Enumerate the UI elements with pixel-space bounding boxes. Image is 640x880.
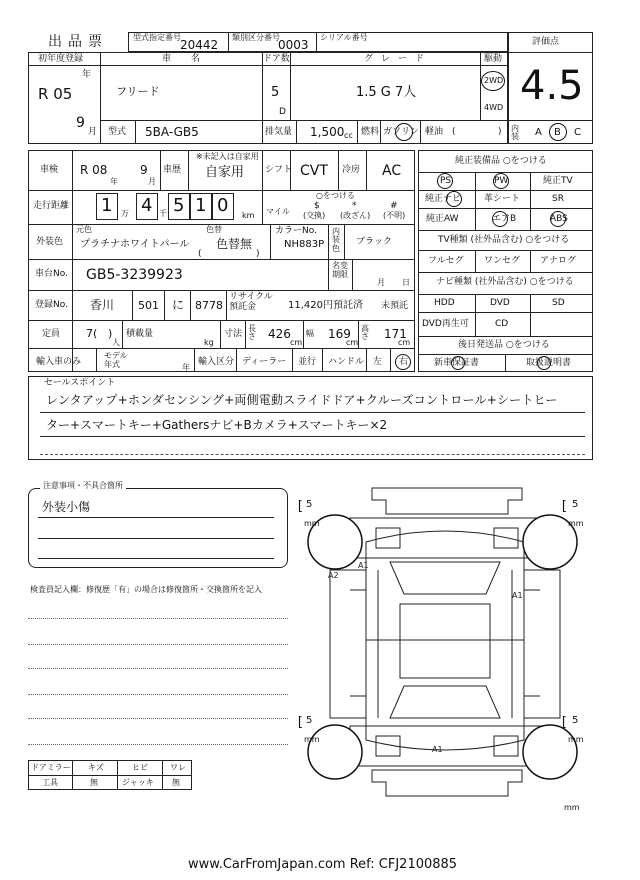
first-registration-label: 初年度登録 (38, 54, 84, 64)
legend-tools: 工具 (42, 778, 58, 787)
doors-value: 5 (271, 85, 280, 100)
tv-oneseg: ワンセグ (484, 256, 521, 266)
sales-point-line-2: ター+スマートキー+Gathersナビ+Bカメラ+スマートキー×2 (46, 418, 388, 432)
color-change-label: 色替 (206, 225, 222, 234)
chassis-number: GB5-3239923 (86, 267, 183, 283)
doors-label: ドア数 (263, 54, 290, 64)
ac-label: 冷房 (342, 165, 361, 175)
category-number: 0003 (278, 38, 309, 52)
width-value: 169 (328, 327, 351, 341)
later-warranty-circle (451, 356, 465, 370)
recycle-status: 未預託 (381, 301, 409, 311)
shaken-month-unit: 月 (148, 177, 156, 186)
name-change-month: 月 (377, 278, 385, 287)
diagram-mark-a1-rear: A1 (432, 745, 443, 754)
interior-option-a: A (535, 127, 542, 138)
notes-text: 外装小傷 (42, 500, 91, 514)
legend-header-break: ワレ (170, 763, 186, 772)
drive-4wd: 4WD (484, 103, 504, 112)
tread-rear-right: 5 (572, 715, 579, 726)
ac-value: AC (382, 163, 402, 179)
height-label: 高さ (361, 324, 369, 342)
handle-label: ハンドル (328, 357, 365, 367)
recycle-label: リサイクル預託金 (229, 292, 273, 312)
color-change-paren-close: ) (256, 249, 260, 259)
history-note: ※未記入は自家用 (196, 152, 259, 161)
mileage-digit-2: 4 (141, 195, 153, 216)
tread-front-right-unit: mm (568, 519, 584, 528)
fuel-label: 燃料 (361, 127, 380, 137)
diagram-mark-a1-side: A1 (512, 591, 523, 600)
handle-left: 左 (373, 357, 383, 367)
tread-spare-unit: mm (564, 803, 580, 812)
registration-label: 登録No. (35, 300, 68, 310)
history-value: 自家用 (205, 165, 245, 180)
width-label: 幅 (306, 329, 314, 338)
car-diagram (290, 470, 600, 810)
exterior-color-label: 外装色 (36, 237, 64, 247)
equip-ps-circle (437, 173, 453, 189)
sales-point-label: セールスポイント (44, 378, 116, 388)
legend-jack: ジャッキ (122, 778, 154, 787)
fuel-other-open: ( (452, 127, 456, 137)
interior-option-c: C (574, 127, 581, 138)
equip-pw: PW (494, 176, 509, 186)
interior-color-value: ブラック (356, 237, 392, 247)
displacement-value: 1,500 (310, 125, 345, 139)
legend-header-scratch: キズ (88, 763, 104, 772)
rating-label: 評価点 (532, 37, 560, 47)
equip-airbag: エアB (492, 214, 517, 224)
model-label: 型式 (108, 127, 127, 137)
tread-front-left: 5 (306, 499, 313, 510)
tread-front-left-open: [ (296, 499, 304, 514)
capacity-label: 定員 (42, 329, 61, 339)
footer-reference: www.CarFromJapan.com Ref: CFJ2100885 (188, 857, 458, 872)
later-manual: 取扱説明書 (526, 358, 572, 368)
notes-label: 注意事項・不具合箇所 (40, 482, 126, 490)
shaken-label: 車検 (40, 165, 59, 175)
tread-front-left-unit: mm (304, 519, 320, 528)
tread-rear-left-open: [ (296, 715, 304, 730)
rating-score: 4.5 (520, 63, 584, 109)
shift-label: シフト (265, 165, 293, 175)
tv-fullseg: フルセグ (428, 256, 464, 266)
diagram-mark-a2: A2 (328, 571, 339, 580)
first-registration-month-unit: 月 (88, 127, 98, 137)
width-unit: cm (346, 338, 359, 347)
tread-rear-right-open: [ (560, 715, 568, 730)
mileage-option-exchange-sym: $ (314, 201, 320, 211)
navi-hdd: HDD (434, 298, 455, 308)
height-value: 171 (384, 327, 407, 341)
load-unit: kg (204, 338, 214, 347)
inspector-label: 検査員記入欄：修復歴「有」の場合は修復箇所・交換箇所を記入 (30, 585, 262, 594)
equip-pw-circle (493, 173, 509, 189)
doors-suffix: D (279, 107, 286, 117)
size-label: 寸法 (224, 329, 243, 339)
color-change-value: 色替無 (216, 237, 253, 251)
first-registration-month: 9 (76, 115, 85, 131)
displacement-unit: cc (344, 131, 353, 140)
first-registration-year-unit: 年 (82, 70, 92, 80)
car-name: フリード (116, 85, 160, 98)
interior-rating-label: 内装 (511, 124, 519, 141)
tv-analog: アナログ (540, 256, 577, 266)
height-unit: cm (398, 338, 411, 347)
drive-selected-circle (481, 71, 505, 91)
model-value: 5BA-GB5 (145, 125, 199, 139)
name-change-label: 名変期限 (332, 261, 348, 279)
displacement-label: 排気量 (265, 127, 293, 137)
mileage-unit: km (242, 211, 255, 220)
later-warranty: 新車保証書 (434, 358, 480, 368)
shift-value: CVT (300, 163, 328, 179)
equip-ps: PS (440, 176, 452, 186)
car-name-label: 車名 (162, 54, 221, 64)
registration-class: 501 (138, 299, 159, 312)
navi-cd: CD (495, 319, 509, 329)
mileage-digit-4: 1 (195, 195, 207, 216)
mileage-sen-unit: 千 (159, 209, 167, 218)
navi-type-title: ナビ種類 (社外品含む) ○をつける (436, 277, 574, 287)
equipment-title: 純正装備品 ○をつける (455, 156, 547, 166)
original-color-label: 元色 (76, 225, 92, 234)
legend-tools-value: 無 (90, 778, 98, 787)
import-class-label: 輸入区分 (198, 357, 235, 367)
legend-header-crack: ヒビ (132, 763, 148, 772)
length-label: 長さ (248, 324, 256, 342)
mileage-label: 走行距離 (33, 201, 70, 211)
type-approval-number: 20442 (180, 38, 219, 52)
type-approval-label: 型式指定番号 (133, 33, 181, 42)
interior-option-b: B (554, 127, 561, 138)
mileage-man-unit: 万 (121, 209, 129, 218)
chassis-label: 車台No. (35, 269, 68, 279)
equip-leather: 革シート (484, 194, 521, 204)
equip-sr: SR (552, 194, 564, 204)
equip-navi: 純正ナビ (425, 194, 462, 204)
length-value: 426 (268, 327, 291, 341)
shaken-year: R 08 (80, 163, 108, 177)
import-dealer: ディーラー (242, 357, 287, 367)
later-items-title: 後日発送品 ○をつける (458, 340, 550, 350)
tread-front-right: 5 (572, 499, 579, 510)
mileage-option-tamper-sym: * (352, 201, 357, 211)
tv-type-title: TV種類 (社外品含む) ○をつける (438, 235, 570, 245)
sales-point-line-1: レンタアップ+ホンダセンシング+両側電動スライドドア+クルーズコントロール+シートヒー (46, 393, 558, 407)
registration-area: 香川 (90, 298, 115, 312)
page-title: 出品票 (48, 34, 108, 50)
mileage-option-unknown: (不明) (383, 211, 406, 220)
tread-rear-right-unit: mm (568, 735, 584, 744)
color-number-value: NH883P (284, 239, 325, 250)
shaken-year-unit: 年 (110, 177, 118, 186)
tread-rear-left-unit: mm (304, 735, 320, 744)
fuel-diesel: 軽油 (425, 127, 444, 137)
legend-header-mirror: ドアミラー (31, 763, 71, 772)
mileage-option-tamper: (改ざん) (340, 211, 371, 220)
equip-navi-circle (446, 191, 462, 207)
navi-dvd-play: DVD再生可 (422, 319, 469, 329)
equip-tv: 純正TV (543, 176, 573, 186)
first-registration-year: R 05 (38, 85, 73, 103)
length-unit: cm (290, 338, 303, 347)
model-year-unit: 年 (182, 363, 190, 372)
history-label: 車歴 (163, 165, 182, 175)
handle-right: 右 (399, 357, 409, 367)
color-number-label: カラーNo. (275, 226, 317, 236)
interior-selected-circle (549, 123, 567, 141)
mileage-option-exchange: (交換) (303, 211, 326, 220)
grade-label: グレード (364, 54, 433, 64)
equip-airbag-circle (492, 211, 508, 227)
recycle-amount: 11,420円預託済 (288, 300, 363, 311)
serial-label: シリアル番号 (320, 33, 368, 42)
diagram-mark-a1-front: A1 (358, 561, 369, 570)
fuel-gasoline: ガソリン (383, 127, 420, 137)
drive-2wd: 2WD (484, 76, 504, 85)
model-year-label: モデル年式 (104, 351, 128, 369)
later-manual-circle (537, 356, 551, 370)
drive-label: 駆動 (484, 54, 503, 64)
handle-selected-circle (395, 354, 411, 370)
import-parallel: 並行 (298, 357, 317, 367)
color-change-paren: ( (198, 249, 202, 259)
fuel-selected-circle (395, 123, 413, 141)
interior-color-label: 内装色 (332, 227, 340, 253)
name-change-day: 日 (402, 278, 410, 287)
load-label: 積載量 (126, 329, 154, 339)
equip-aw: 純正AW (426, 214, 459, 224)
equip-abs: ABS (550, 214, 568, 224)
mileage-digit-1: 1 (101, 195, 113, 216)
mileage-digit-3: 5 (173, 195, 185, 216)
registration-kana: に (172, 298, 185, 312)
exterior-color-value: プラチナホワイトパール (80, 239, 190, 250)
mileage-digit-5: 0 (217, 195, 229, 216)
import-label: 輸入車のみ (36, 357, 82, 367)
mileage-circle-note: ○をつける (316, 191, 355, 200)
legend-jack-value: 無 (172, 778, 180, 787)
grade-value: 1.5 G 7人 (356, 85, 417, 100)
registration-number: 8778 (195, 299, 223, 312)
tread-front-right-open: [ (560, 499, 568, 514)
capacity-close: ) (108, 327, 113, 340)
navi-sd: SD (552, 298, 565, 308)
capacity-unit: 人 (112, 338, 120, 347)
equip-abs-circle (550, 211, 566, 227)
navi-dvd: DVD (490, 298, 510, 308)
fuel-other-close: ) (498, 127, 502, 137)
mileage-option-unknown-sym: # (390, 201, 398, 211)
tread-rear-left: 5 (306, 715, 313, 726)
category-label: 類別区分番号 (232, 33, 280, 42)
shaken-month: 9 (140, 163, 148, 177)
mileage-option-mile: マイル (266, 207, 290, 216)
capacity-value: 7( (86, 327, 98, 340)
